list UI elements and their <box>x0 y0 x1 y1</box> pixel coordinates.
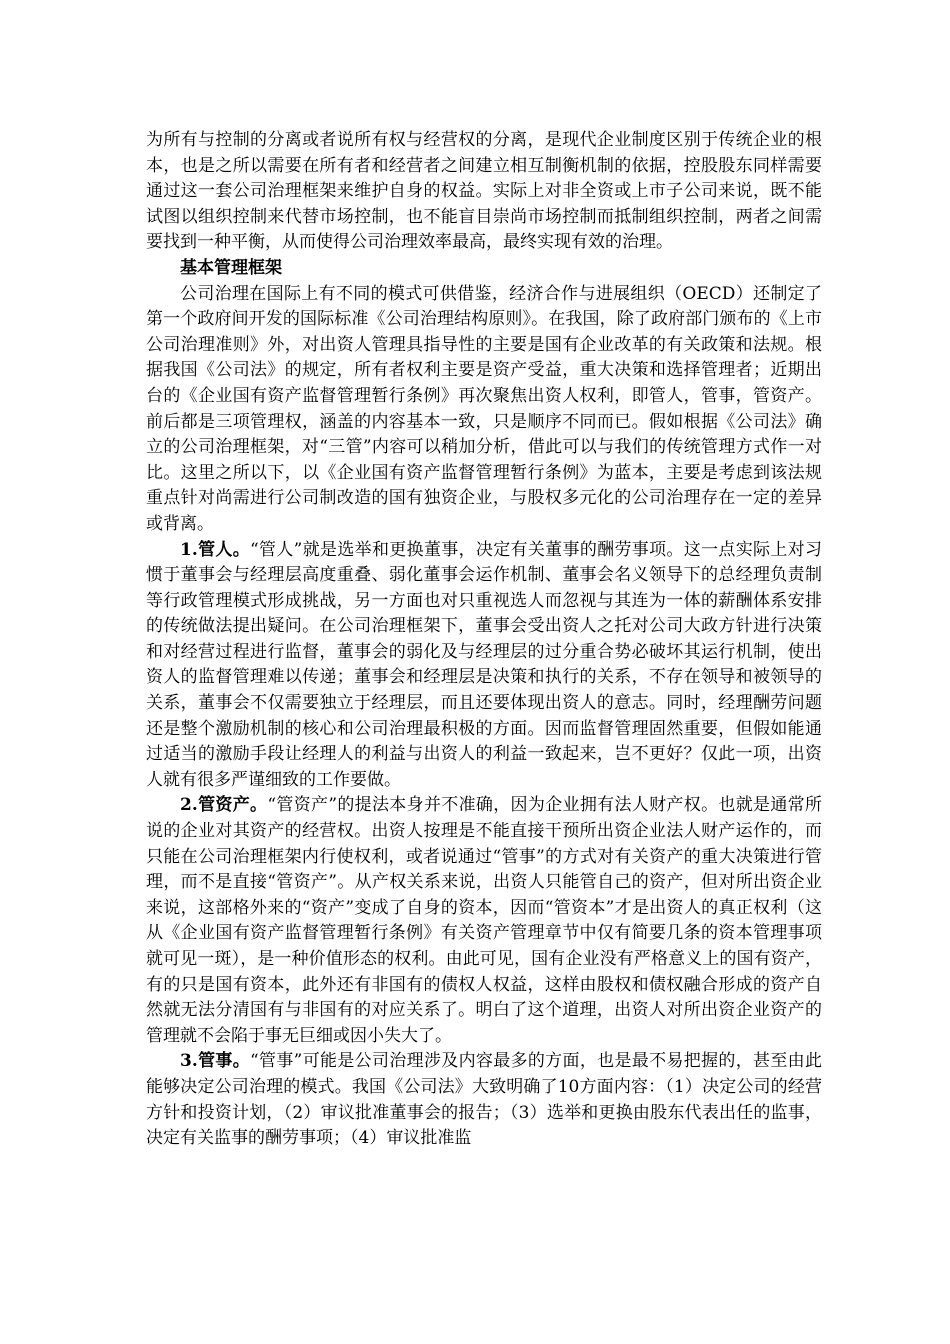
paragraph-manage-affairs <box>146 1049 822 1151</box>
paragraph-manage-assets <box>146 793 822 1049</box>
item-body-manage-affairs: “管事”可能是公司治理涉及内容最多的方面，也是最不易把握的，甚至由此能够决定公司治理的模式。我国《公司法》大致明确了10方面内容：（1）决定公司的经营方针和投资计划，（2）审议批准董事会的报告；（3）选举和更换由股东代表出任的监事，决定有关监事的酬劳事项；（4）审议批准监 <box>146 1051 822 1149</box>
paragraph-manage-people <box>146 538 822 794</box>
paragraph-framework: 公司治理在国际上有不同的模式可供借鉴，经济合作与进展组织（OECD）还制定了第一个政府间开发的国际标准《公司治理结构原则》。在我国，除了政府部门颁布的《上市公司治理准则》外，对出资人管理具指导性的主要是国有企业改革的有关政策和法规。根据我国《公司法》的规定，所有者权利主要是资产受益，重大决策和选择管理者；近期出台的《企业国有资产监督管理暂行条例》再次聚焦出资人权利，即管人，管事，管资产。前后都是三项管理权，涵盖的内容基本一致，只是顺序不同而已。假如根据《公司法》确立的公司治理框架，对“三管”内容可以稍加分析，借此可以与我们的传统管理方式作一对比。这里之所以下，以《企业国有资产监督管理暂行条例》为蓝本，主要是考虑到该法规重点针对尚需进行公司制改造的国有独资企业，与股权多元化的公司治理存在一定的差异或背离。 <box>146 283 822 534</box>
item-body-manage-people: “管人”就是选举和更换董事，决定有关董事的酬劳事项。这一点实际上对习惯于董事会与经理层高度重叠、弱化董事会运作机制、董事会名义领导下的总经理负责制等行政管理模式形成挑战，另一方面也对只重视选人而忽视与其连为一体的薪酬体系安排的传统做法提出疑问。在公司治理框架下，董事会受出资人之托对公司大政方针进行决策和对经营过程进行监督，董事会的弱化及与经理层的过分重合势必破坏其运行机制，使出资人的监督管理难以传递；董事会和经理层是决策和执行的关系，不存在领导和被领导的关系，董事会不仅需要独立于经理层，而且还要体现出资人的意志。同时，经理酬劳问题还是整个激励机制的核心和公司治理最积极的方面。因而监督管理固然重要，但假如能通过适当的激励手段让经理人的利益与出资人的利益一致起来，岂不更好？仅此一项，出资人就有很多严谨细致的工作要做。 <box>146 539 822 790</box>
section-heading: 基本管理框架 <box>180 257 282 278</box>
paragraph-intro: 为所有与控制的分离或者说所有权与经营权的分离，是现代企业制度区别于传统企业的根本，也是之所以需要在所有者和经营者之间建立相互制衡机制的依据，控股股东同样需要通过这一套公司治理框架来维护自身的权益。实际上对非全资或上市子公司来说，既不能试图以组织控制来代替市场控制，也不能盲目崇尚市场控制而抵制组织控制，两者之间需要找到一种平衡，从而使得公司治理效率最高，最终实现有效的治理。 <box>146 130 822 253</box>
item-lead-manage-affairs: 3.管事。 <box>180 1051 251 1072</box>
document-page <box>146 128 822 1152</box>
item-lead-manage-people: 1.管人。 <box>180 539 251 560</box>
item-body-manage-assets: “管资产”的提法本身并不准确，因为企业拥有法人财产权。也就是通常所说的企业对其资产的经营权。出资人按理是不能直接干预所出资企业法人财产运作的，而只能在公司治理框架内行使权利，或者说通过“管事”的方式对有关资产的重大决策进行管理，而不是直接“管资产”。从产权关系来说，出资人只能管自己的资产，但对所出资企业来说，这部格外来的“资产”变成了自身的资本，因而“管资本”才是出资人的真正权利（这从《企业国有资产监督管理暂行条例》有关资产管理章节中仅有简要几条的资本管理事项就可见一斑），是一种价值形态的权利。由此可见，国有企业没有严格意义上的国有资产，有的只是国有资本，此外还有非国有的债权人权益，这样由股权和债权融合形成的资产自然就无法分清国有与非国有的对应关系了。明白了这个道理，出资人对所出资企业资产的管理就不会陷于事无巨细或因小失大了。 <box>146 795 822 1046</box>
item-lead-manage-assets: 2.管资产。 <box>180 795 268 816</box>
